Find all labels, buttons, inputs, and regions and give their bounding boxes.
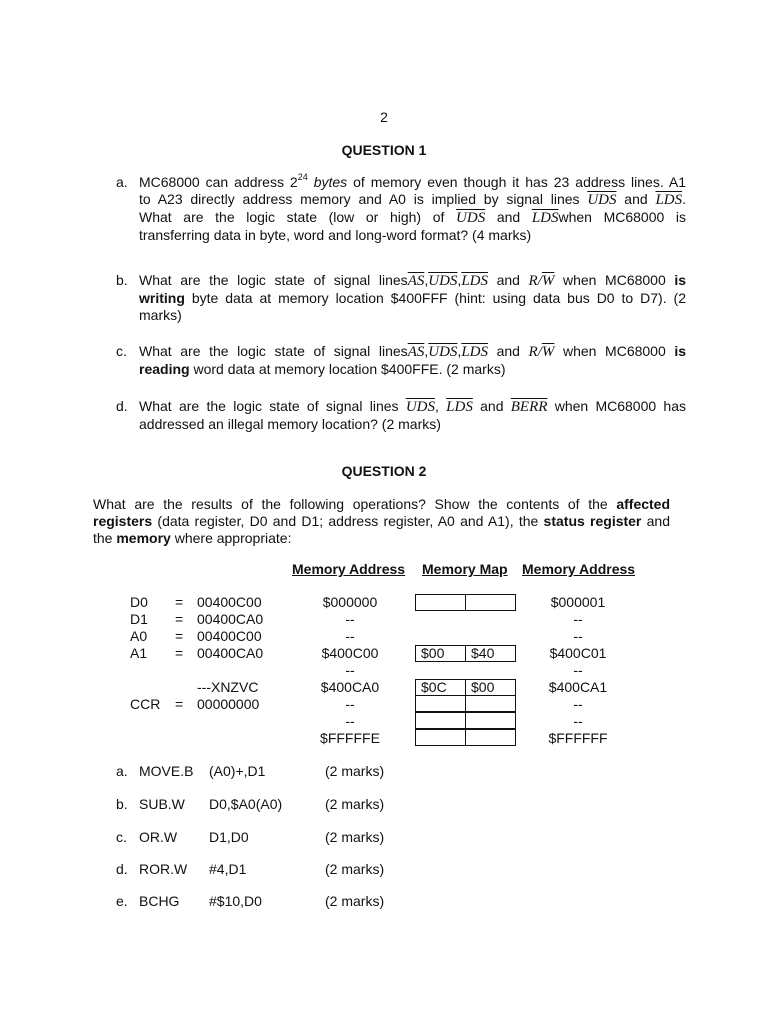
ccr-flags-label: ---XNZVC [197,679,259,695]
ccr-name: CCR [130,696,161,712]
register-eq: = [175,594,184,610]
ccr-eq: = [175,696,184,712]
memory-cell [465,594,516,611]
address-left: $FFFFFE [320,730,380,746]
operation-marks: (2 marks) [325,861,385,877]
register-name: D1 [130,611,148,627]
text: word data at memory location $400FFE. (2 marks) [193,361,506,377]
bold-text: is [674,343,687,359]
text: marks) [139,307,182,323]
text: where appropriate: [174,530,292,546]
text: / [537,273,542,289]
address-left: -- [345,611,355,627]
text: . [682,191,687,207]
text: What are the results of the following operations? Show the contents of the [93,496,608,512]
operation-marker: c. [116,829,127,845]
register-value: 00400C00 [197,594,262,610]
address-left: -- [345,628,355,644]
text: and [646,513,670,529]
text: and [624,191,648,207]
signal-uds: $\overline{UDS}$ [405,399,435,415]
memory-cell [415,712,466,729]
operation-marks: (2 marks) [325,893,385,909]
signal-w: $\overline{W}$ [541,273,555,289]
text: when MC68000 is [558,209,687,225]
address-right: $FFFFFF [548,730,608,746]
text: byte data at memory location $400FFF (hint: using data bus D0 to D7). (2 [191,290,687,306]
operation-marker: d. [116,861,128,877]
memory-cell [465,729,516,746]
operation-opcode: SUB.W [139,796,185,812]
signal-r: R [528,273,538,289]
operation-opcode: MOVE.B [139,763,194,779]
signal-w: $\overline{W}$ [541,344,555,360]
operation-args: #$10,D0 [209,893,262,909]
header-memory-address-right: Memory Address [522,561,636,577]
register-name: D0 [130,594,148,610]
text: (data register, D0 and D1; address register, A0 and A1), the [157,513,539,529]
memory-map [415,594,517,748]
text: What are the logic state of signal lines [139,398,399,414]
item-marker: a. [116,174,128,190]
address-left: $400CA0 [320,679,380,695]
text: and [496,272,520,288]
signal-lds: $\overline{LDS}$ [461,273,488,289]
address-right: -- [573,628,583,644]
signal-uds: $\overline{UDS}$ [456,210,486,226]
bold-text: status register [543,513,642,529]
superscript: 24 [297,172,308,183]
operation-marks: (2 marks) [325,796,385,812]
operation-marker: e. [116,893,128,909]
bold-text: affected [616,496,671,512]
operation-args: (A0)+,D1 [209,763,266,779]
register-name: A0 [130,628,148,644]
item-marker: b. [116,272,128,288]
operation-opcode: BCHG [139,893,180,909]
operation-marker: a. [116,763,128,779]
address-right: -- [573,662,583,678]
operation-args: #4,D1 [209,861,247,877]
signal-uds: $\overline{UDS}$ [587,192,617,208]
memory-cell: $00 [465,679,516,696]
text: of memory even though it has 23 address lines. A1 [353,174,687,190]
memory-cell [465,695,516,712]
text: What are the logic state of signal lines [139,272,408,288]
text: when MC68000 [562,272,666,288]
register-value: 00400CA0 [197,611,264,627]
address-right: $400C01 [549,645,607,661]
text: and [496,343,520,359]
signal-as: $\overline{AS}$ [407,344,425,360]
text: What are the logic state of signal lines [139,343,408,359]
text: transferring data in byte, word and long-word format? (4 marks) [139,227,532,243]
text: / [537,344,542,360]
address-right: -- [573,713,583,729]
signal-berr: BERR [510,399,548,415]
text: when MC68000 [562,343,666,359]
memory-cell [415,594,466,611]
header-memory-map: Memory Map [422,561,508,577]
register-eq: = [175,628,184,644]
operation-marks: (2 marks) [325,763,385,779]
operation-marker: b. [116,796,128,812]
memory-cell: $0C [415,679,466,696]
memory-cell: $00 [415,645,466,662]
ccr-value: 00000000 [197,696,260,712]
operation-args: D1,D0 [209,829,249,845]
question-1d: d. What are the logic state of signal lines $\overline{UDS}$, $\overline{LDS}$ and BERR when MC68000 has addressed an illegal memory location? (2 marks) [116,398,687,432]
signal-r: R [528,344,538,360]
item-marker: d. [116,398,128,414]
page-number: 2 [380,109,388,125]
text: and [496,209,521,225]
signal-lds: $\overline{LDS}$ [446,399,473,415]
bold-text: is [674,272,687,288]
italic-text: bytes [313,174,348,190]
address-left: -- [345,696,355,712]
text: What are the logic state (low or high) of [139,209,445,225]
operation-opcode: OR.W [139,829,178,845]
operation-marks: (2 marks) [325,829,385,845]
signal-uds: $\overline{UDS}$ [428,273,458,289]
address-right: -- [573,696,583,712]
register-name: A1 [130,645,148,661]
signal-lds: $\overline{LDS}$ [461,344,488,360]
address-left: -- [345,662,355,678]
memory-cell [465,712,516,729]
header-memory-address-left: Memory Address [292,561,406,577]
bold-text: memory [116,530,171,546]
text: the [93,530,113,546]
text: and [480,398,504,414]
register-value: 00400CA0 [197,645,264,661]
text: addressed an illegal memory location? (2 marks) [139,416,441,432]
question-1-title: QUESTION 1 [341,142,427,158]
bold-text: registers [93,513,153,529]
question-1b: b. What are the logic state of signal $lines\overline{AS},\overline{UDS},\overline{LDS}$ and $R/\overline{W}$ when MC68000 is writing byte data at memory location $400FFF (hint: using data bus D0 to D7). (2 marks) [116,272,687,323]
text: when MC68000 has [554,398,687,414]
question-1c: c. What are the logic state of signal $lines\overline{AS},\overline{UDS},\overline{LDS}$ and $R/\overline{W}$ when MC68000 is reading word data at memory location $400FFE. (2 marks) [116,343,687,377]
address-left: -- [345,713,355,729]
register-eq: = [175,645,184,661]
signal-uds: $\overline{UDS}$ [428,344,458,360]
address-right: -- [573,611,583,627]
register-eq: = [175,611,184,627]
memory-cell [415,695,466,712]
question-1a [116,174,686,244]
signal-lds: $\overline{LDS}$ [655,192,683,208]
question-2-intro [93,496,670,547]
register-value: 00400C00 [197,628,262,644]
signal-lds: $\overline{LDS}$ [531,210,559,226]
bold-text: writing [139,290,185,306]
signal-as: $\overline{AS}$ [407,273,425,289]
text: MC68000 can address 2 [139,174,298,190]
item-marker: c. [116,343,127,359]
address-right: $400CA1 [548,679,608,695]
address-left: $400C00 [321,645,379,661]
memory-cell [415,729,466,746]
address-right: $000001 [550,594,606,610]
bold-text: reading [139,361,190,377]
operation-opcode: ROR.W [139,861,188,877]
operation-args: D0,$A0(A0) [209,796,283,812]
text: to A23 directly address memory and A0 is implied by signal lines [139,191,580,207]
address-left: $000000 [322,594,378,610]
memory-cell: $40 [465,645,516,662]
question-2-title: QUESTION 2 [341,463,427,479]
